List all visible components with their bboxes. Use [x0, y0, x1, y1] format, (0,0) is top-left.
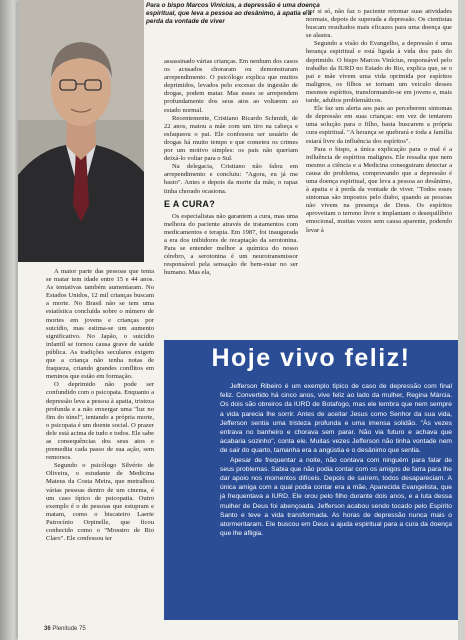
paragraph: Segundo a visão do Evangelho, a depressão é uma herança espiritual e está ligada à vida dos pais do deprimido. O bispo Marcos Vinícius, responsável pelo trabalho da IURD no Estado do Rio, explica que, se o pai e mãe vivem uma vida oprimida por espíritos malignos, os filhos se tornam um veículo desses mesmos espíritos, transformando-se em jovens e, mais tarde, adultos problemáticos. [306, 40, 452, 105]
magazine-spine [0, 0, 18, 640]
article-column-middle [164, 58, 298, 277]
paragraph: A maior parte das pessoas que tenta se matar tem idade entre 15 e 44 anos. As tentativas também aumentaram. No Estados Unidos, 12 mil crianças buscam a morte. No Brasil não se tem uma estatística concluída sobre o número de mortes em jovens e crianças por suicídio, mas estima-se um aumento significativo. No Japão, o suicídio infantil se tornou causa grave de saúde pública. As tradições seculares exigem que a criança não tenha notas de fraqueza, criando grandes conflitos em meninos que estão em formação. [46, 268, 154, 381]
section-heading: E A CURA? [164, 198, 216, 209]
box-paragraph: Jefferson Ribeiro é um exemplo típico de caso de depressão com final feliz. Convertido há cinco anos, vive feliz ao lado da mulher, Regina Márcia. Os dois são obreiros da IURD de Botafogo, mas ele lembra que nem sempre a vida parecia lhe sorrir. Antes de aceitar Jesus como Senhor da sua vida, Jefferson sentia uma tristeza profunda e uma imensa solidão. "Às vezes entrava no banheiro e chorava sem parar. Não via futuro e achava que acabaria sozinho", conta ele. Muitas vezes Jefferson não tinha vontade nem de sair do quarto, tamanha era a angústia e o desânimo que sentia. [220, 383, 452, 455]
page-footer [44, 625, 86, 633]
paragraph: assassinado várias crianças. Em nenhum dos casos os acusados choraram ou demonstraram arrependimento. O psicólogo explica que muitos deprimidos, levados pelo excesso de ingestão de drogas, podem matar. Mas esses se arrependem profundamente dos seus atos ao voltarem ao estado normal. [164, 58, 298, 114]
testimony-box [164, 340, 458, 620]
paragraph: Segundo o psicólogo Silvério de Oliveira, o estudante de Medicina Mateus da Costa Meira, que metralhou várias pessoas dentro de um cinema, é um caso típico de psicopatia. Outro exemplo é o de pessoas que estupram e matam, como o biscateiro Laerte Patrocínio Orpinelle, que ficou conhecido como o "Monstro de Rio Claro". Ele confessou ter [46, 462, 154, 543]
page-number: 36 [44, 626, 51, 632]
paragraph: Na delegacia, Cristiano não falou em arrependimento e concluiu: "Agora, eu já me basto". Antes e depois da morte da mãe, o rapaz tinha chorado ocasiona. [164, 163, 298, 195]
box-paragraph: Apesar de frequentar a noite, não contava com ninguém para falar de seus problemas. Sabia que não podia contar com os amigos de farra para lhe dar apoio nos momentos difíceis. Depois de saírem, todos desapareciam. A única amiga com a qual podia contar era a mãe, Aparecida Evangelista, que já frequentava a IURD. Ele orou pelo filho durante dois anos, e a luta dessa mulher de Deus foi abençoada. Jefferson acabou sendo tocado pelo Espírito Santo e teve a vida transformada. As horas de depressão nunca mais o atormentaram. Ele buscou em Deus a ajuda espiritual para a cura da doença que lhe afligia. [220, 456, 452, 538]
paragraph: Para o bispo, a única explicação para o mal é a influência de espíritos malignos. Ele ressalta que nem mesmo a ciência e a Medicina conseguiram detectar a causa do problema, comprovando que a depressão é uma doença espiritual, que leva a pessoa ao desânimo, à apatia e à perda da vontade de viver. "Todos esses sintomas são impostos pelo diabo, quando as pessoas não vivem na presença de Deus. Os espíritos aproveitam o terreno livre e implantam o desequilíbrio emocional, muitas vezes sem causa aparente, podendo levar à [306, 145, 452, 234]
box-body [220, 382, 452, 538]
paragraph: Os especialistas não garantem a cura, mas uma melhora do paciente através de tratamentos com medicamentos e terapia. Em 1987, foi inaugurada a era dos inibidores de recaptação da serotonina. Para se entender melhor a química do nosso cérebro, a serotonina é um neurotransmissor responsável pela sensação de bem-estar no ser humano. Mas ela, [164, 212, 298, 277]
paragraph: O deprimido não pode ser confundido com o psicopata. Enquanto a depressão leva a pessoa à apatia, tristeza profunda e a não enxergar uma "luz no fim do túnel", tentando a própria morte, o psicopata é um doente social. O prazer dele está acima de tudo e todos. Ele sabe as consequências dos seus atos e premedita cada passo de sua ação, sem remorsos. [46, 381, 154, 462]
article-column-right [306, 8, 452, 235]
paragraph: por si só, não faz o paciente retomar suas atividades normais, depois de superada a depressão. Os cientistas buscam resultados mais eficazes para uma doença que se alastra. [306, 8, 452, 40]
paragraph: Ele faz um alerta aos pais ao perceberem sintomas de depressão em suas crianças: em vez de tentarem uma solução para o filho, basta buscarem a própria cura espiritual. "A herança se quebrará e toda a família estará livre da influência dos espíritos". [306, 105, 452, 145]
publication-name: Plenitude 75 [52, 626, 86, 632]
portrait-photo [18, 0, 144, 262]
paragraph: Recentemente, Cristiano Ricardo Schmidt, de 22 anos, matou a mãe com um tiro na cabeça e esfaqueou o pai. Ele confessou ser usuário de drogas há muito tempo e que cometeu os crimes por um motivo simples: os pais não queriam deixá-lo voltar para o Sul. [164, 114, 298, 163]
photo-caption: Para o bispo Marcos Vinícius, a depressão é uma doença espiritual, que leva a pessoa ao desânimo, à apatia e à perda da vontade de viver [146, 2, 320, 25]
magazine-page [18, 0, 458, 640]
box-headline: Hoje vivo feliz! [211, 344, 411, 372]
article-column-left [46, 268, 154, 543]
portrait-man-in-suit [18, 0, 144, 262]
